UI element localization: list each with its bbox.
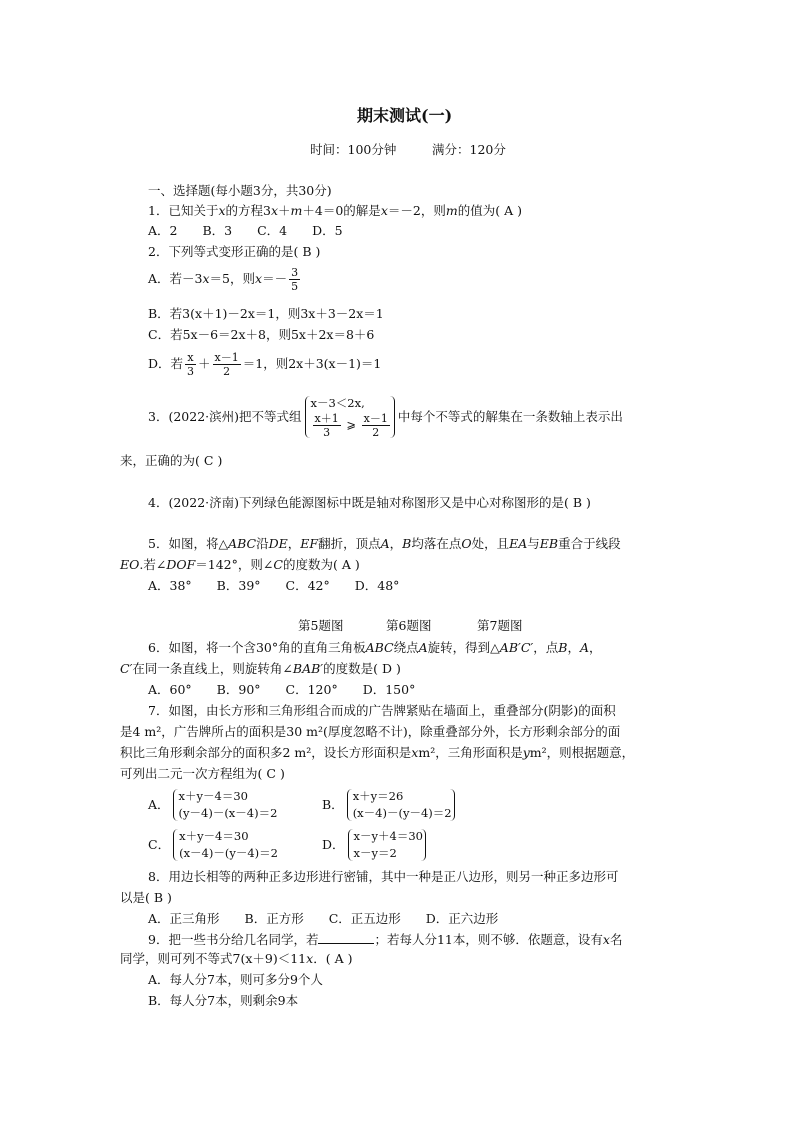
question-9-option-b: B．每人分7本，则剩余9本 (148, 993, 299, 1008)
answer-6: D (382, 661, 393, 676)
question-8-options: A．正三角形 B．正方形 C．正五边形 D．正六边形 (148, 911, 499, 926)
question-3-cont: 来，正确的为( C ) (120, 453, 223, 468)
question-1-options: A．2 B．3 C．4 D．5 (148, 223, 343, 238)
page-title: 期末测试(一) (357, 106, 453, 125)
question-6-line2: C′在同一条直线上，则旋转角∠BAB′的度数是( D ) (120, 661, 401, 676)
caption-figure-7: 第7题图 (477, 618, 523, 633)
caption-figure-6: 第6题图 (386, 618, 432, 633)
fraction: $\frac{x-1}{2}$ (214, 351, 239, 378)
equation-system: x＋y－4＝30 (y－4)－(x－4)＝2 (172, 788, 278, 822)
section-heading: 一、选择题(每小题3分，共30分) (148, 183, 332, 198)
question-7-line1: 7．如图，由长方形和三角形组合而成的广告牌紧贴在墙面上，重叠部分(阴影)的面积 (148, 703, 616, 718)
question-6-line1: 6．如图，将一个含30°角的直角三角板ABC绕点A旋转，得到△AB′C′，点B，A， (148, 640, 602, 655)
exam-score: 满分：120分 (432, 142, 506, 157)
answer-blank (318, 931, 374, 944)
question-3: 3．(2022·滨州)把不等式组 x－3＜2x, $\frac{x+1}{3}$ ⩾ $\frac{x-1}{2}$ 中每个不等式的解集在一条数轴上表示出 (148, 396, 623, 439)
question-2-option-c: C．若5x－6＝2x＋8，则5x＋2x＝8＋6 (148, 327, 375, 342)
question-9-line1: 9．把一些书分给几名同学，若 ；若每人分11本，则不够．依题意，设有x名 (148, 932, 623, 947)
question-8-line2: 以是( B ) (120, 890, 172, 905)
question-2-option-a: A．若－3x＝5，则x＝－ $\frac{3}{5}$ (148, 266, 299, 293)
question-7-option-b: B． x＋y＝26 (x－4)－(y－4)＝2 (322, 789, 452, 820)
answer-7: C (266, 766, 276, 781)
inequality-system: x－3＜2x, $\frac{x+1}{3}$ ⩾ $\frac{x-1}{2}$ (304, 395, 392, 439)
question-7-option-c: C． x＋y－4＝30 (x－4)－(y－4)＝2 (148, 829, 278, 860)
question-7-line3: 积比三角形剩余部分的面积多2 m²，设长方形面积是xm²，三角形面积是ym²，则根据题意， (120, 745, 635, 760)
exam-time: 时间：100分钟 (310, 142, 397, 157)
answer-1: A (504, 203, 514, 218)
question-7-option-d: D． x－y＋4＝30 x－y＝2 (322, 829, 423, 860)
question-4: 4．(2022·济南)下列绿色能源图标中既是轴对称图形又是中心对称图形的是( B ) (148, 495, 591, 510)
equation-system: x－y＋4＝30 x－y＝2 (347, 828, 423, 862)
question-7-line4: 可列出二元一次方程组为( C ) (120, 766, 285, 781)
question-9-option-a: A．每人分7本，则可多分9个人 (148, 972, 323, 987)
answer-2: B (302, 244, 312, 259)
question-2-option-b: B．若3(x＋1)－2x＝1，则3x＋3－2x＝1 (148, 306, 384, 321)
equation-system: x＋y＝26 (x－4)－(y－4)＝2 (346, 788, 452, 822)
question-2: 2．下列等式变形正确的是( B ) (148, 244, 321, 259)
question-8-line1: 8．用边长相等的两种正多边形进行密铺，其中一种是正八边形，则另一种正多边形可 (148, 869, 619, 884)
question-9-line2: 同学，则可列不等式7(x＋9)＜11x．( A ) (120, 951, 353, 966)
caption-figure-5: 第5题图 (298, 618, 344, 633)
answer-8: B (153, 890, 164, 905)
answer-9: A (334, 951, 344, 966)
question-5-line2: EO.若∠DOF＝142°，则∠C的度数为( A ) (120, 557, 360, 572)
fraction: $\frac{x}{3}$ (187, 351, 195, 378)
equation-system: x＋y－4＝30 (x－4)－(y－4)＝2 (172, 828, 278, 862)
question-6-options: A．60° B．90° C．120° D．150° (148, 682, 416, 697)
question-5-line1: 5．如图，将△ABC沿DE，EF翻折，顶点A，B均落在点O处，且EA与EB重合于线段 (148, 536, 621, 551)
question-7-option-a: A． x＋y－4＝30 (y－4)－(x－4)＝2 (148, 789, 278, 820)
fraction: $\frac{3}{5}$ (291, 266, 299, 293)
answer-3: C (203, 453, 214, 468)
question-1: 1．已知关于x的方程3x＋m＋4＝0的解是x＝－2，则m的值为( A ) (148, 203, 522, 218)
question-2-option-d: D．若 $\frac{x}{3}$ ＋ $\frac{x-1}{2}$ ＝1，则2x＋3(x－1)＝1 (148, 351, 382, 378)
answer-5: A (341, 557, 351, 572)
answer-4: B (572, 495, 583, 510)
question-5-options: A．38° B．39° C．42° D．48° (148, 578, 400, 593)
question-7-line2: 是4 m²，广告牌所占的面积是30 m²(厚度忽略不计)，除重叠部分外，长方形剩余部分的面 (120, 724, 621, 739)
